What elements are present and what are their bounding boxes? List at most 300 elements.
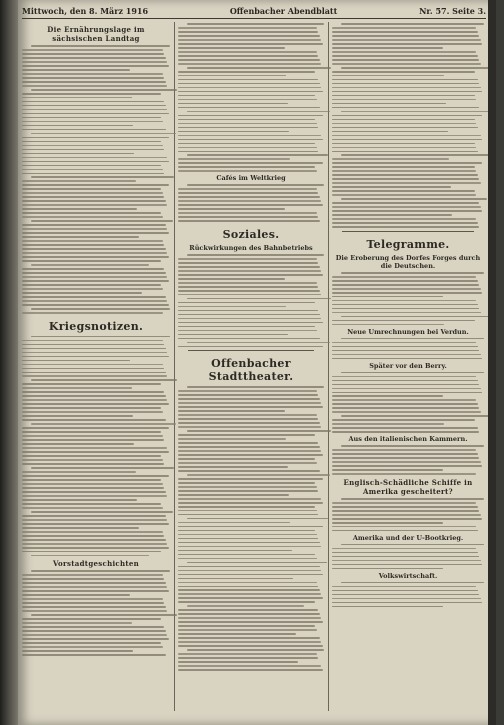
text-line bbox=[178, 422, 320, 424]
text-line bbox=[22, 491, 166, 493]
text-line bbox=[22, 292, 142, 294]
text-line bbox=[178, 135, 321, 137]
text-line bbox=[341, 316, 491, 318]
article-body bbox=[22, 570, 170, 655]
text-line bbox=[22, 53, 164, 55]
text-line bbox=[22, 256, 169, 258]
page-edge-shadow bbox=[488, 0, 496, 725]
article-heading: Volkswirtschaft. bbox=[378, 571, 438, 580]
text-line bbox=[178, 498, 321, 500]
text-line bbox=[22, 503, 161, 505]
text-line bbox=[22, 180, 136, 182]
text-line bbox=[332, 350, 479, 352]
text-line bbox=[178, 274, 323, 276]
text-line bbox=[332, 423, 444, 425]
text-line bbox=[332, 431, 479, 433]
text-line bbox=[22, 626, 164, 628]
text-line bbox=[22, 539, 166, 541]
article-body bbox=[178, 386, 324, 671]
text-line bbox=[22, 519, 167, 521]
text-line bbox=[178, 601, 315, 603]
text-line bbox=[178, 35, 320, 37]
text-line bbox=[22, 61, 167, 63]
text-line bbox=[187, 184, 324, 186]
text-line bbox=[31, 570, 170, 572]
text-line bbox=[22, 403, 169, 405]
column-rule bbox=[328, 22, 329, 711]
text-line bbox=[332, 91, 482, 93]
text-line bbox=[178, 294, 321, 296]
text-line bbox=[178, 151, 318, 153]
text-line bbox=[22, 236, 139, 238]
divider bbox=[342, 231, 474, 232]
text-line bbox=[178, 593, 321, 595]
text-line bbox=[332, 502, 476, 504]
text-line bbox=[178, 613, 320, 615]
text-line bbox=[332, 594, 479, 596]
text-line bbox=[22, 288, 163, 290]
text-line bbox=[178, 216, 318, 218]
text-line bbox=[178, 522, 290, 524]
text-line bbox=[178, 506, 315, 508]
text-line bbox=[22, 153, 134, 155]
text-line bbox=[22, 344, 164, 346]
text-line bbox=[187, 518, 329, 520]
text-line bbox=[187, 430, 332, 432]
header-date: Mittwoch, den 8. März 1916 bbox=[22, 6, 149, 16]
text-line bbox=[332, 556, 479, 558]
text-line bbox=[22, 531, 163, 533]
article-heading: Englisch-Schädliche Schiffe in Amerika gescheitert? bbox=[343, 477, 473, 496]
text-line bbox=[332, 552, 478, 554]
text-line bbox=[178, 566, 320, 568]
text-line bbox=[22, 188, 161, 190]
text-line bbox=[341, 372, 484, 374]
text-line bbox=[31, 555, 149, 557]
text-line bbox=[178, 87, 321, 89]
section-heading: Telegramme. bbox=[366, 237, 450, 251]
text-line bbox=[178, 466, 288, 468]
text-line bbox=[332, 586, 476, 588]
text-line bbox=[332, 457, 479, 459]
text-line bbox=[178, 123, 317, 125]
text-line bbox=[22, 352, 167, 354]
text-line bbox=[22, 415, 133, 417]
text-line bbox=[22, 81, 166, 83]
text-line bbox=[22, 547, 169, 549]
article-body bbox=[332, 272, 484, 325]
text-line bbox=[31, 176, 175, 178]
text-line bbox=[332, 324, 444, 326]
text-line bbox=[332, 218, 476, 220]
text-line bbox=[332, 530, 478, 532]
text-line bbox=[22, 260, 161, 262]
text-line bbox=[332, 182, 481, 184]
text-line bbox=[332, 158, 449, 160]
text-line bbox=[178, 530, 315, 532]
text-line bbox=[332, 43, 482, 45]
text-line bbox=[178, 262, 318, 264]
text-line bbox=[22, 312, 163, 314]
text-line bbox=[22, 586, 167, 588]
text-line bbox=[178, 478, 323, 480]
text-line bbox=[22, 73, 163, 75]
text-line bbox=[22, 451, 169, 453]
article-heading: Amerika und der U-Bootkrieg. bbox=[352, 533, 464, 542]
text-line bbox=[332, 407, 479, 409]
text-line bbox=[178, 99, 317, 101]
text-line bbox=[31, 45, 170, 47]
text-line bbox=[178, 63, 321, 65]
text-line bbox=[332, 166, 475, 168]
text-line bbox=[178, 188, 317, 190]
text-line bbox=[22, 471, 136, 473]
text-line bbox=[178, 166, 315, 168]
text-line bbox=[31, 89, 178, 91]
text-line bbox=[341, 272, 484, 274]
text-line bbox=[22, 129, 166, 131]
article-heading: Später vor den Berry. bbox=[369, 361, 447, 370]
text-line bbox=[22, 368, 164, 370]
text-line bbox=[332, 143, 475, 145]
text-line bbox=[332, 419, 475, 421]
text-line bbox=[178, 621, 323, 623]
text-line bbox=[332, 304, 478, 306]
text-line bbox=[178, 657, 318, 659]
text-line bbox=[178, 302, 315, 304]
text-line bbox=[22, 169, 163, 171]
text-line bbox=[22, 594, 130, 596]
text-line bbox=[22, 598, 163, 600]
text-line bbox=[22, 165, 161, 167]
text-line bbox=[178, 490, 318, 492]
article-body bbox=[332, 445, 484, 475]
text-line bbox=[22, 284, 161, 286]
text-line bbox=[332, 119, 475, 121]
text-line bbox=[22, 638, 169, 640]
text-line bbox=[332, 296, 443, 298]
text-line bbox=[22, 101, 164, 103]
text-line bbox=[332, 39, 481, 41]
text-line bbox=[22, 650, 133, 652]
text-line bbox=[178, 538, 318, 540]
text-line bbox=[22, 364, 163, 366]
text-line bbox=[178, 574, 323, 576]
text-line bbox=[332, 87, 481, 89]
text-line bbox=[22, 145, 163, 147]
text-line bbox=[22, 535, 164, 537]
text-line bbox=[332, 427, 478, 429]
text-line bbox=[332, 354, 481, 356]
section-heading: Offenbacher Stadttheater. bbox=[208, 357, 294, 384]
text-line bbox=[22, 224, 166, 226]
text-line bbox=[22, 495, 167, 497]
text-line bbox=[178, 494, 289, 496]
text-line bbox=[178, 486, 317, 488]
text-line bbox=[178, 31, 318, 33]
text-line bbox=[341, 111, 490, 113]
text-line bbox=[22, 391, 164, 393]
text-line bbox=[178, 597, 323, 599]
text-line bbox=[187, 67, 332, 69]
text-line bbox=[178, 434, 315, 436]
text-line bbox=[22, 248, 166, 250]
text-line bbox=[187, 474, 330, 476]
text-line bbox=[178, 338, 320, 340]
text-line bbox=[332, 506, 478, 508]
text-line bbox=[332, 526, 476, 528]
text-line bbox=[332, 222, 478, 224]
text-line bbox=[31, 511, 173, 513]
text-line bbox=[22, 463, 164, 465]
text-line bbox=[341, 154, 488, 156]
text-line bbox=[332, 522, 443, 524]
text-line bbox=[332, 51, 476, 53]
text-line bbox=[178, 55, 318, 57]
article-subheading: Rückwirkungen des Bahnbetriebs bbox=[189, 243, 313, 252]
article-heading: Neue Umrechnungen bei Verdun. bbox=[347, 327, 469, 336]
text-line bbox=[187, 23, 324, 25]
text-line bbox=[22, 280, 169, 282]
text-line bbox=[22, 622, 132, 624]
text-line bbox=[22, 487, 164, 489]
text-line bbox=[31, 264, 149, 266]
text-line bbox=[22, 372, 166, 374]
text-line bbox=[332, 123, 476, 125]
text-line bbox=[22, 360, 130, 362]
text-line bbox=[22, 395, 166, 397]
text-line bbox=[22, 399, 167, 401]
text-line bbox=[178, 645, 323, 647]
text-line bbox=[187, 605, 304, 607]
text-line bbox=[178, 330, 317, 332]
text-line bbox=[31, 467, 175, 469]
text-line bbox=[22, 125, 133, 127]
text-line bbox=[178, 47, 285, 49]
text-line bbox=[178, 119, 315, 121]
text-line bbox=[187, 386, 324, 388]
text-line bbox=[178, 462, 317, 464]
text-line bbox=[332, 55, 478, 57]
text-line bbox=[332, 131, 448, 133]
article-body bbox=[332, 544, 484, 570]
text-line bbox=[22, 340, 163, 342]
column-3 bbox=[332, 22, 484, 610]
text-line bbox=[332, 170, 476, 172]
text-line bbox=[187, 342, 330, 344]
text-line bbox=[178, 554, 315, 556]
text-line bbox=[332, 162, 482, 164]
text-line bbox=[22, 69, 130, 71]
article-heading: Aus den italienischen Kammern. bbox=[348, 435, 468, 444]
text-line bbox=[332, 510, 479, 512]
text-line bbox=[22, 435, 163, 437]
text-line bbox=[22, 646, 163, 648]
text-line bbox=[22, 551, 161, 553]
text-line bbox=[178, 458, 315, 460]
article-body bbox=[332, 498, 484, 532]
text-line bbox=[178, 192, 318, 194]
text-line bbox=[22, 543, 167, 545]
text-line bbox=[332, 83, 479, 85]
text-line bbox=[178, 95, 315, 97]
text-line bbox=[178, 629, 317, 631]
text-line bbox=[332, 320, 475, 322]
text-line bbox=[332, 376, 476, 378]
text-line bbox=[178, 170, 317, 172]
text-line bbox=[332, 107, 479, 109]
text-line bbox=[22, 276, 167, 278]
text-line bbox=[178, 653, 317, 655]
text-line bbox=[178, 51, 317, 53]
text-line bbox=[341, 67, 491, 69]
text-line bbox=[332, 288, 481, 290]
text-line bbox=[22, 196, 164, 198]
text-line bbox=[22, 184, 169, 186]
text-line bbox=[22, 200, 166, 202]
text-line bbox=[332, 190, 475, 192]
text-line bbox=[332, 568, 443, 570]
article-body bbox=[22, 336, 170, 557]
text-line bbox=[31, 308, 170, 310]
text-line bbox=[178, 414, 317, 416]
text-line bbox=[332, 127, 478, 129]
text-line bbox=[341, 198, 487, 200]
text-line bbox=[341, 415, 491, 417]
text-line bbox=[22, 383, 161, 385]
header-masthead: Offenbacher Abendblatt bbox=[229, 6, 338, 16]
text-line bbox=[178, 550, 292, 552]
text-line bbox=[22, 121, 163, 123]
text-line bbox=[332, 276, 476, 278]
text-line bbox=[22, 387, 132, 389]
divider bbox=[188, 350, 314, 351]
text-line bbox=[178, 510, 317, 512]
text-line bbox=[178, 314, 320, 316]
text-line bbox=[178, 558, 317, 560]
text-line bbox=[22, 228, 167, 230]
text-line bbox=[187, 298, 332, 300]
article-heading: Cafés im Weltkrieg bbox=[216, 174, 286, 183]
text-line bbox=[332, 380, 478, 382]
text-line bbox=[332, 449, 476, 451]
text-line bbox=[22, 240, 163, 242]
article-heading: Die Eroberung des Dorfes Forges durch die Deutschen. bbox=[335, 253, 481, 270]
text-line bbox=[178, 394, 318, 396]
text-line bbox=[22, 149, 164, 151]
text-line bbox=[332, 71, 475, 73]
text-line bbox=[178, 39, 321, 41]
text-line bbox=[22, 427, 169, 429]
text-line bbox=[178, 641, 321, 643]
text-line bbox=[31, 379, 178, 381]
text-line bbox=[22, 97, 132, 99]
text-line bbox=[332, 178, 479, 180]
text-line bbox=[178, 115, 323, 117]
text-line bbox=[178, 470, 320, 472]
text-line bbox=[22, 407, 161, 409]
text-line bbox=[332, 292, 482, 294]
text-line bbox=[22, 212, 161, 214]
text-line bbox=[178, 446, 320, 448]
article-heading: Vorstadtgeschichten bbox=[52, 559, 140, 569]
text-line bbox=[178, 450, 321, 452]
column-1 bbox=[22, 22, 170, 658]
article-body bbox=[332, 582, 484, 608]
text-line bbox=[332, 75, 444, 77]
text-line bbox=[332, 465, 482, 467]
text-line bbox=[187, 562, 327, 564]
text-line bbox=[332, 473, 476, 475]
text-line bbox=[178, 502, 323, 504]
text-line bbox=[22, 483, 163, 485]
text-line bbox=[178, 586, 318, 588]
article-body bbox=[22, 45, 170, 314]
text-line bbox=[178, 212, 317, 214]
text-line bbox=[22, 618, 161, 620]
text-line bbox=[22, 65, 169, 67]
text-line bbox=[178, 278, 285, 280]
text-line bbox=[31, 220, 173, 222]
text-line bbox=[332, 308, 479, 310]
text-line bbox=[178, 582, 317, 584]
article-body bbox=[332, 338, 484, 360]
text-line bbox=[341, 338, 484, 340]
text-line bbox=[178, 633, 296, 635]
text-line bbox=[178, 398, 320, 400]
text-line bbox=[178, 131, 289, 133]
text-line bbox=[178, 418, 318, 420]
text-line bbox=[178, 426, 321, 428]
text-line bbox=[31, 614, 178, 616]
text-line bbox=[22, 654, 166, 656]
article-body bbox=[332, 372, 484, 433]
text-line bbox=[178, 266, 320, 268]
text-line bbox=[178, 665, 321, 667]
text-line bbox=[22, 443, 134, 445]
text-line bbox=[332, 300, 476, 302]
text-line bbox=[22, 141, 161, 143]
text-line bbox=[31, 133, 176, 135]
text-line bbox=[332, 139, 482, 141]
text-line bbox=[22, 419, 166, 421]
text-line bbox=[332, 59, 479, 61]
text-line bbox=[178, 143, 315, 145]
text-line bbox=[178, 578, 293, 580]
text-line bbox=[178, 310, 318, 312]
text-line bbox=[332, 280, 478, 282]
text-line bbox=[22, 602, 164, 604]
text-line bbox=[178, 625, 315, 627]
text-line bbox=[341, 582, 484, 584]
text-line bbox=[22, 574, 163, 576]
article-body bbox=[178, 184, 324, 222]
text-line bbox=[332, 210, 482, 212]
text-line bbox=[332, 590, 478, 592]
text-line bbox=[22, 157, 167, 159]
text-line bbox=[332, 151, 478, 153]
article-body bbox=[332, 23, 484, 228]
text-line bbox=[178, 103, 288, 105]
text-line bbox=[178, 162, 323, 164]
text-line bbox=[22, 77, 164, 79]
text-line bbox=[178, 637, 320, 639]
column-2 bbox=[178, 22, 324, 673]
text-line bbox=[178, 406, 323, 408]
text-line bbox=[332, 395, 443, 397]
text-line bbox=[22, 606, 166, 608]
page-header bbox=[22, 4, 486, 19]
